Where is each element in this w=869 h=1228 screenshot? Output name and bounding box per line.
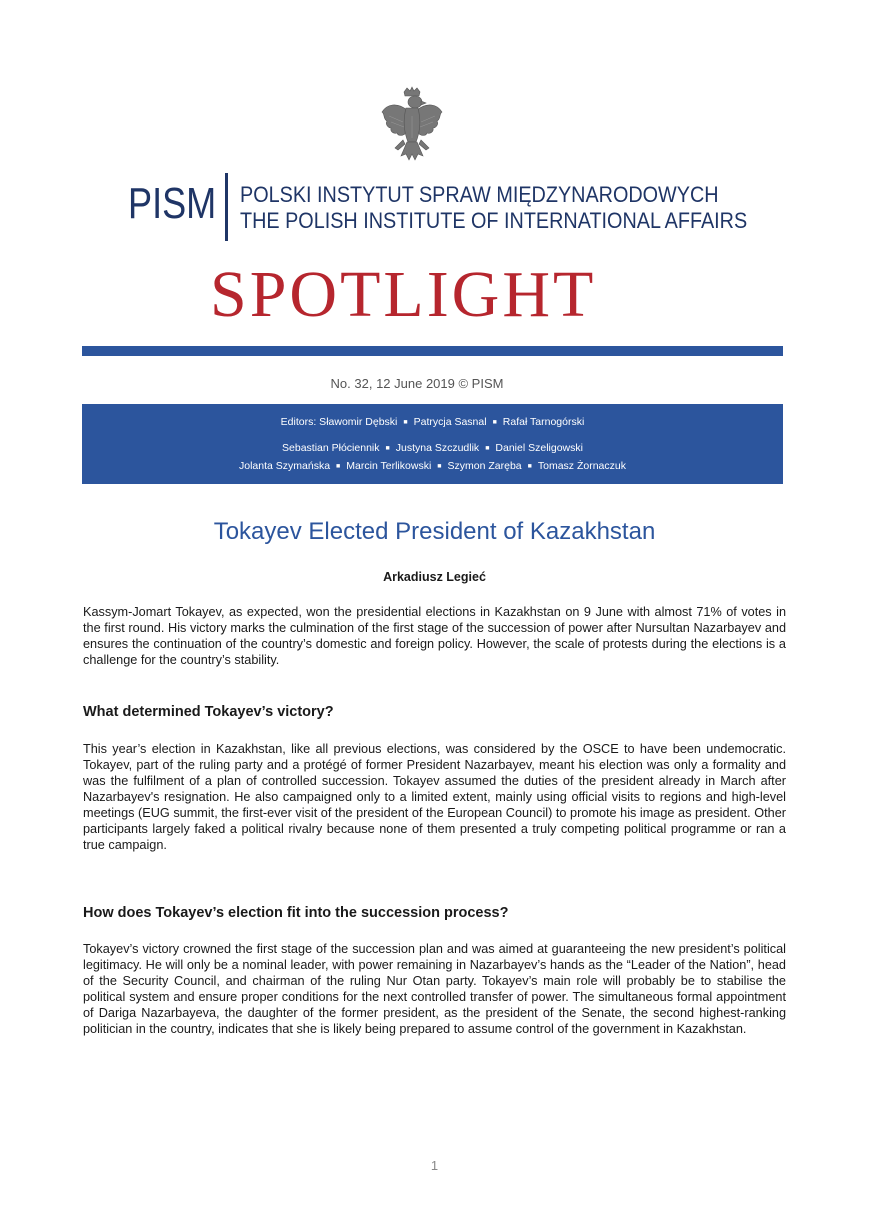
editor-name: Justyna Szczudlik xyxy=(395,442,480,454)
logo-divider xyxy=(225,173,228,241)
editor-name: Editors: Sławomir Dębski xyxy=(280,416,398,428)
institute-logo xyxy=(128,170,748,245)
separator-icon: ■ xyxy=(527,463,532,470)
issue-line: No. 32, 12 June 2019 © PISM xyxy=(330,376,504,391)
editors-line-2 xyxy=(82,442,783,454)
separator-icon: ■ xyxy=(403,419,408,426)
article-title: Tokayev Elected President of Kazakhstan xyxy=(213,518,656,545)
section-heading: How does Tokayev’s election fit into the succession process? xyxy=(83,905,509,921)
editor-name: Marcin Terlikowski xyxy=(346,460,432,472)
institute-name-polish: POLSKI INSTYTUT SPRAW MIĘDZYNARODOWYCH xyxy=(240,182,719,207)
editors-box xyxy=(82,404,783,484)
editor-name: Daniel Szeligowski xyxy=(495,442,583,454)
pism-acronym: PISM xyxy=(128,179,217,228)
separator-icon: ■ xyxy=(385,445,390,452)
editor-name: Rafał Tarnogórski xyxy=(502,416,585,428)
separator-icon: ■ xyxy=(492,419,497,426)
editors-line-3 xyxy=(82,460,783,472)
section-paragraph: Tokayev’s victory crowned the first stage of the succession plan and was aimed at guaranteeing the new president’s political legitimacy. He will only be a nominal leader, with power remaining in Nazarbayev’s hands as the “Leader of the Nation”, head of the Security Council, and chairman of the ruling Nur Otan party. Tokayev’s main role will probably be to stabilise the political system and ensure proper conditions for the next controlled transfer of power. The simultaneous formal appointment of Dariga Nazarbayeva, the daughter of the former president, as the president of the Senate, the second highest-ranking politician in the country, indicates that she is likely being prepared to assume control of the government in Kazakhstan. xyxy=(83,942,786,1036)
editor-name: Szymon Zaręba xyxy=(447,460,522,472)
institute-name-english: THE POLISH INSTITUTE OF INTERNATIONAL AFFAIRS xyxy=(240,208,748,233)
lead-paragraph: Kassym-Jomart Tokayev, as expected, won the presidential elections in Kazakhstan on 9 June with almost 71% of votes in the first round. His victory marks the culmination of the first stage of the succession of power after Nursultan Nazarbayev and ensures the continuation of the country’s domestic and foreign policy. However, the scale of protests during the elections is a challenge for the country’s stability. xyxy=(83,605,786,667)
section-paragraph: This year’s election in Kazakhstan, like all previous elections, was considered by the OSCE to have been undemocratic. Tokayev, part of the ruling party and a protégé of former President Nazarbayev, meant his election was only a formality and was the fulfilment of a plan of controlled succession. Tokayev assumed the duties of the president already in March after Nazarbayev's resignation. He also campaigned only to a limited extent, mainly using official visits to regions and high-level meetings (EUG summit, the first-ever visit of the president of the European Council) to promote his image as president. Other participants largely faked a political rivalry because none of them presented a truly competing political programme or ran a true campaign. xyxy=(83,742,786,852)
editor-name: Tomasz Żornaczuk xyxy=(537,460,626,472)
editor-name: Jolanta Szymańska xyxy=(239,460,331,472)
editors-line-1 xyxy=(82,416,783,428)
series-title: SPOTLIGHT xyxy=(210,258,597,331)
editor-name: Patrycja Sasnal xyxy=(413,416,487,428)
polish-eagle-icon xyxy=(379,86,445,174)
editor-name: Sebastian Płóciennik xyxy=(282,442,380,454)
separator-icon: ■ xyxy=(485,445,490,452)
separator-icon: ■ xyxy=(437,463,442,470)
article-author: Arkadiusz Legieć xyxy=(383,570,486,584)
header-rule xyxy=(82,346,783,356)
page-number: 1 xyxy=(430,1158,439,1173)
section-heading: What determined Tokayev’s victory? xyxy=(83,704,334,720)
separator-icon: ■ xyxy=(336,463,341,470)
